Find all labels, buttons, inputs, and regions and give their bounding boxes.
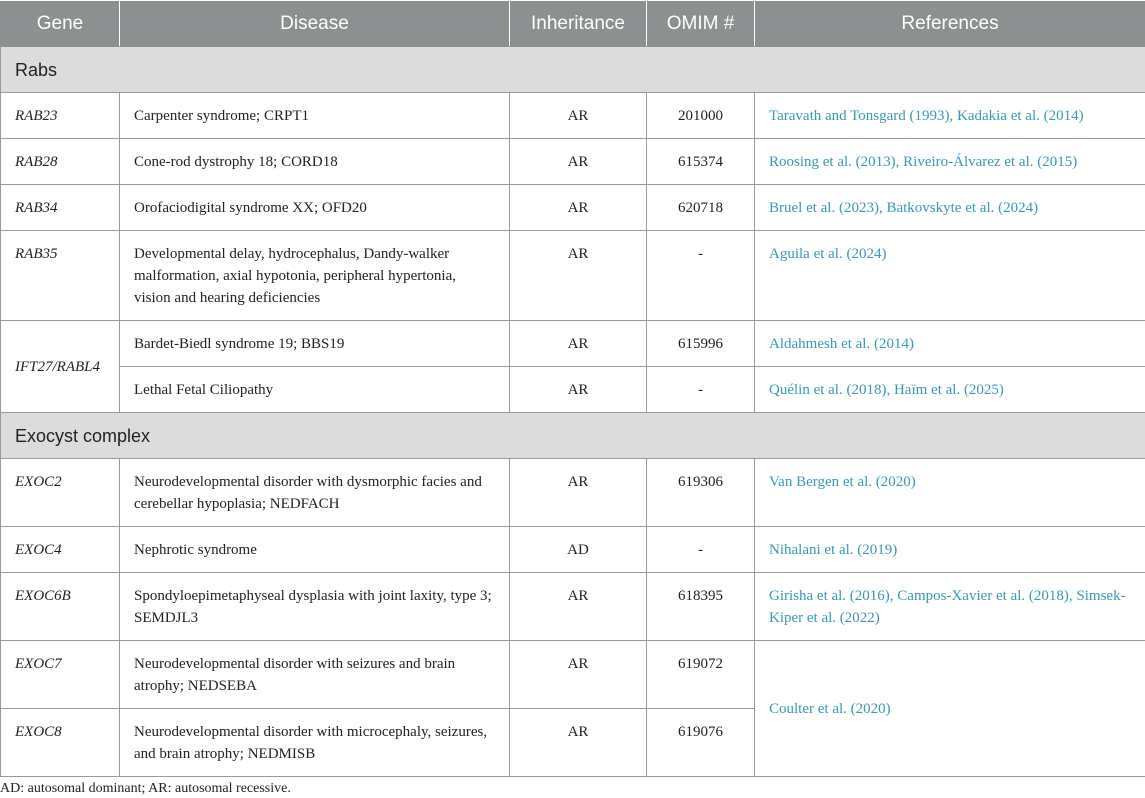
references-cell[interactable]: Bruel et al. (2023), Batkovskyte et al. (2024) xyxy=(755,185,1145,231)
disease-cell: Cone-rod dystrophy 18; CORD18 xyxy=(120,139,510,185)
disease-cell: Nephrotic syndrome xyxy=(120,527,510,573)
disease-cell: Neurodevelopmental disorder with seizures and brain atrophy; NEDSEBA xyxy=(120,641,510,709)
section-row-exocyst xyxy=(1,413,1145,459)
table-row xyxy=(1,185,1145,231)
gene-cell: EXOC4 xyxy=(1,527,120,573)
omim-cell: 619306 xyxy=(647,459,755,527)
inheritance-cell: AR xyxy=(510,93,647,139)
disease-cell: Carpenter syndrome; CRPT1 xyxy=(120,93,510,139)
gene-cell: RAB34 xyxy=(1,185,120,231)
omim-cell: 615996 xyxy=(647,321,755,367)
inheritance-cell: AD xyxy=(510,527,647,573)
inheritance-cell: AR xyxy=(510,231,647,321)
omim-cell: 201000 xyxy=(647,93,755,139)
inheritance-cell: AR xyxy=(510,573,647,641)
omim-cell: 620718 xyxy=(647,185,755,231)
section-title: Exocyst complex xyxy=(1,413,1145,459)
table-row xyxy=(1,321,1145,367)
table-row xyxy=(1,527,1145,573)
omim-cell: - xyxy=(647,231,755,321)
disease-cell: Orofaciodigital syndrome XX; OFD20 xyxy=(120,185,510,231)
references-cell[interactable]: Girisha et al. (2016), Campos-Xavier et al. (2018), Simsek-Kiper et al. (2022) xyxy=(755,573,1145,641)
table-row xyxy=(1,367,1145,413)
table-row xyxy=(1,459,1145,527)
references-cell[interactable]: Aldahmesh et al. (2014) xyxy=(755,321,1145,367)
disease-cell: Neurodevelopmental disorder with microcephaly, seizures, and brain atrophy; NEDMISB xyxy=(120,709,510,777)
table-row xyxy=(1,231,1145,321)
gene-cell: RAB28 xyxy=(1,139,120,185)
inheritance-cell: AR xyxy=(510,321,647,367)
disease-cell: Spondyloepimetaphyseal dysplasia with joint laxity, type 3; SEMDJL3 xyxy=(120,573,510,641)
inheritance-cell: AR xyxy=(510,185,647,231)
gene-cell: RAB23 xyxy=(1,93,120,139)
omim-cell: 619076 xyxy=(647,709,755,777)
table-row xyxy=(1,93,1145,139)
disease-cell: Lethal Fetal Ciliopathy xyxy=(120,367,510,413)
table-row xyxy=(1,641,1145,709)
gene-cell: EXOC7 xyxy=(1,641,120,709)
references-cell[interactable]: Roosing et al. (2013), Riveiro-Álvarez et al. (2015) xyxy=(755,139,1145,185)
header-row xyxy=(1,1,1145,47)
gene-cell: EXOC6B xyxy=(1,573,120,641)
header-references: References xyxy=(755,1,1145,47)
omim-cell: - xyxy=(647,527,755,573)
section-title: Rabs xyxy=(1,47,1145,93)
references-cell[interactable]: Aguila et al. (2024) xyxy=(755,231,1145,321)
header-gene: Gene xyxy=(1,1,120,47)
disease-cell: Bardet-Biedl syndrome 19; BBS19 xyxy=(120,321,510,367)
omim-cell: - xyxy=(647,367,755,413)
header-disease: Disease xyxy=(120,1,510,47)
inheritance-cell: AR xyxy=(510,139,647,185)
header-inheritance: Inheritance xyxy=(510,1,647,47)
inheritance-cell: AR xyxy=(510,709,647,777)
references-cell[interactable]: Taravath and Tonsgard (1993), Kadakia et al. (2014) xyxy=(755,93,1145,139)
gene-cell: EXOC2 xyxy=(1,459,120,527)
inheritance-cell: AR xyxy=(510,367,647,413)
inheritance-cell: AR xyxy=(510,641,647,709)
inheritance-cell: AR xyxy=(510,459,647,527)
table-row xyxy=(1,139,1145,185)
references-cell[interactable]: Nihalani et al. (2019) xyxy=(755,527,1145,573)
gene-cell: RAB35 xyxy=(1,231,120,321)
section-row-rabs xyxy=(1,47,1145,93)
omim-cell: 618395 xyxy=(647,573,755,641)
gene-cell: EXOC8 xyxy=(1,709,120,777)
references-cell[interactable]: Coulter et al. (2020) xyxy=(755,641,1145,777)
disease-cell: Neurodevelopmental disorder with dysmorphic facies and cerebellar hypoplasia; NEDFACH xyxy=(120,459,510,527)
omim-cell: 615374 xyxy=(647,139,755,185)
header-omim: OMIM # xyxy=(647,1,755,47)
omim-cell: 619072 xyxy=(647,641,755,709)
gene-cell: IFT27/RABL4 xyxy=(1,321,120,413)
references-cell[interactable]: Van Bergen et al. (2020) xyxy=(755,459,1145,527)
table-row xyxy=(1,573,1145,641)
disease-cell: Developmental delay, hydrocephalus, Dandy-walker malformation, axial hypotonia, peripheral hypertonia, vision and hearing deficiencies xyxy=(120,231,510,321)
table-footnote: AD: autosomal dominant; AR: autosomal recessive. xyxy=(0,780,291,798)
references-cell[interactable]: Quélin et al. (2018), Haïm et al. (2025) xyxy=(755,367,1145,413)
